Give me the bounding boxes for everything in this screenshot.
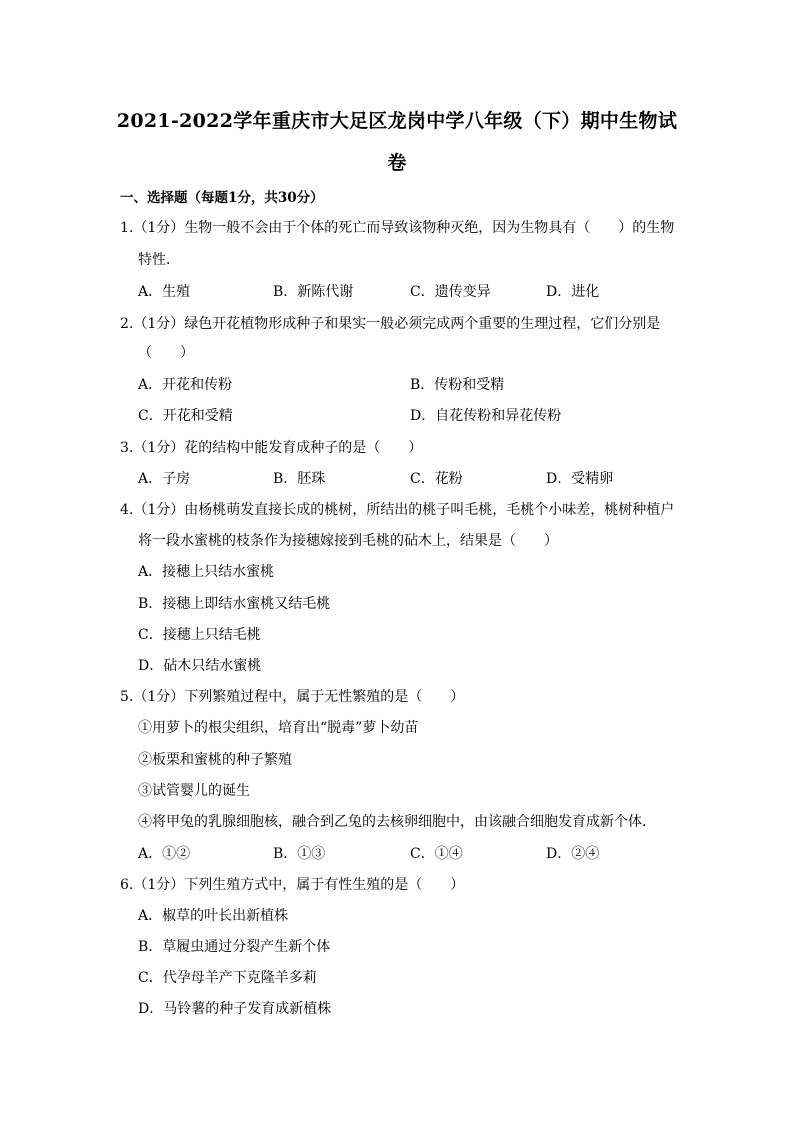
question-1-option-a: A．生殖 (138, 284, 191, 300)
section-heading: 一、选择题（每题1分，共30分） (120, 190, 324, 206)
question-2-option-b: B．传粉和受精 (410, 377, 505, 393)
question-5-option-d: D．②④ (546, 846, 600, 862)
question-6-stem: 6.（1分）下列生殖方式中，属于有性生殖的是（ ） (120, 877, 465, 893)
question-1-stem-continued: 特性． (138, 252, 180, 268)
question-4-option-c: C．接穗上只结毛桃 (138, 627, 261, 643)
question-5-statement-2: ②板栗和蜜桃的种子繁殖 (138, 752, 292, 768)
question-2-stem: 2.（1分）绿色开花植物形成种子和果实一般必须完成两个重要的生理过程，它们分别是 (120, 316, 661, 332)
question-1-option-b: B．新陈代谢 (273, 284, 354, 300)
question-3-option-c: C．花粉 (410, 471, 463, 487)
question-2-stem-continued: （ ） (138, 345, 194, 361)
question-2-option-a: A．开花和传粉 (138, 377, 233, 393)
question-4-option-b: B．接穗上即结水蜜桃又结毛桃 (138, 596, 331, 612)
question-6-option-b: B．草履虫通过分裂产生新个体 (138, 939, 331, 955)
question-5-statement-4: ④将甲兔的乳腺细胞核，融合到乙兔的去核卵细胞中，由该融合细胞发育成新个体． (138, 814, 656, 830)
page-title-continued: 卷 (387, 152, 407, 174)
question-5-option-b: B．①③ (273, 846, 326, 862)
question-4-stem: 4.（1分）由杨桃萌发直接长成的桃树，所结出的桃子叫毛桃，毛桃个小味差，桃树种植户 (120, 502, 675, 518)
question-3-option-b: B．胚珠 (273, 471, 326, 487)
question-4-stem-continued: 将一段水蜜桃的枝条作为接穗嫁接到毛桃的砧木上，结果是（ ） (138, 533, 558, 549)
question-6-option-c: C．代孕母羊产下克隆羊多莉 (138, 970, 317, 986)
question-3-option-d: D．受精卵 (546, 471, 614, 487)
question-3-option-a: A．子房 (138, 471, 191, 487)
question-1-stem: 1.（1分）生物一般不会由于个体的死亡而导致该物种灭绝，因为生物具有（ ）的生物 (120, 220, 675, 236)
question-5-stem: 5.（1分）下列繁殖过程中，属于无性繁殖的是（ ） (120, 689, 465, 705)
question-1-option-d: D．进化 (546, 284, 600, 300)
question-6-option-a: A．椒草的叶长出新植株 (138, 908, 289, 924)
question-5-statement-1: ①用萝卜的根尖组织，培育出“脱毒”萝卜幼苗 (138, 720, 419, 736)
question-5-option-a: A．①② (138, 846, 191, 862)
question-4-option-a: A．接穗上只结水蜜桃 (138, 564, 275, 580)
question-5-statement-3: ③试管婴儿的诞生 (138, 783, 250, 799)
question-2-option-c: C．开花和受精 (138, 408, 233, 424)
question-6-option-d: D．马铃薯的种子发育成新植株 (138, 1001, 332, 1017)
question-4-option-d: D．砧木只结水蜜桃 (138, 658, 262, 674)
question-3-stem: 3.（1分）花的结构中能发育成种子的是（ ） (120, 440, 423, 456)
page-title: 2021-2022学年重庆市大足区龙岗中学八年级（下）期中生物试 (116, 110, 678, 132)
question-5-option-c: C．①④ (410, 846, 463, 862)
question-1-option-c: C．遗传变异 (410, 284, 491, 300)
question-2-option-d: D．自花传粉和异花传粉 (410, 408, 562, 424)
